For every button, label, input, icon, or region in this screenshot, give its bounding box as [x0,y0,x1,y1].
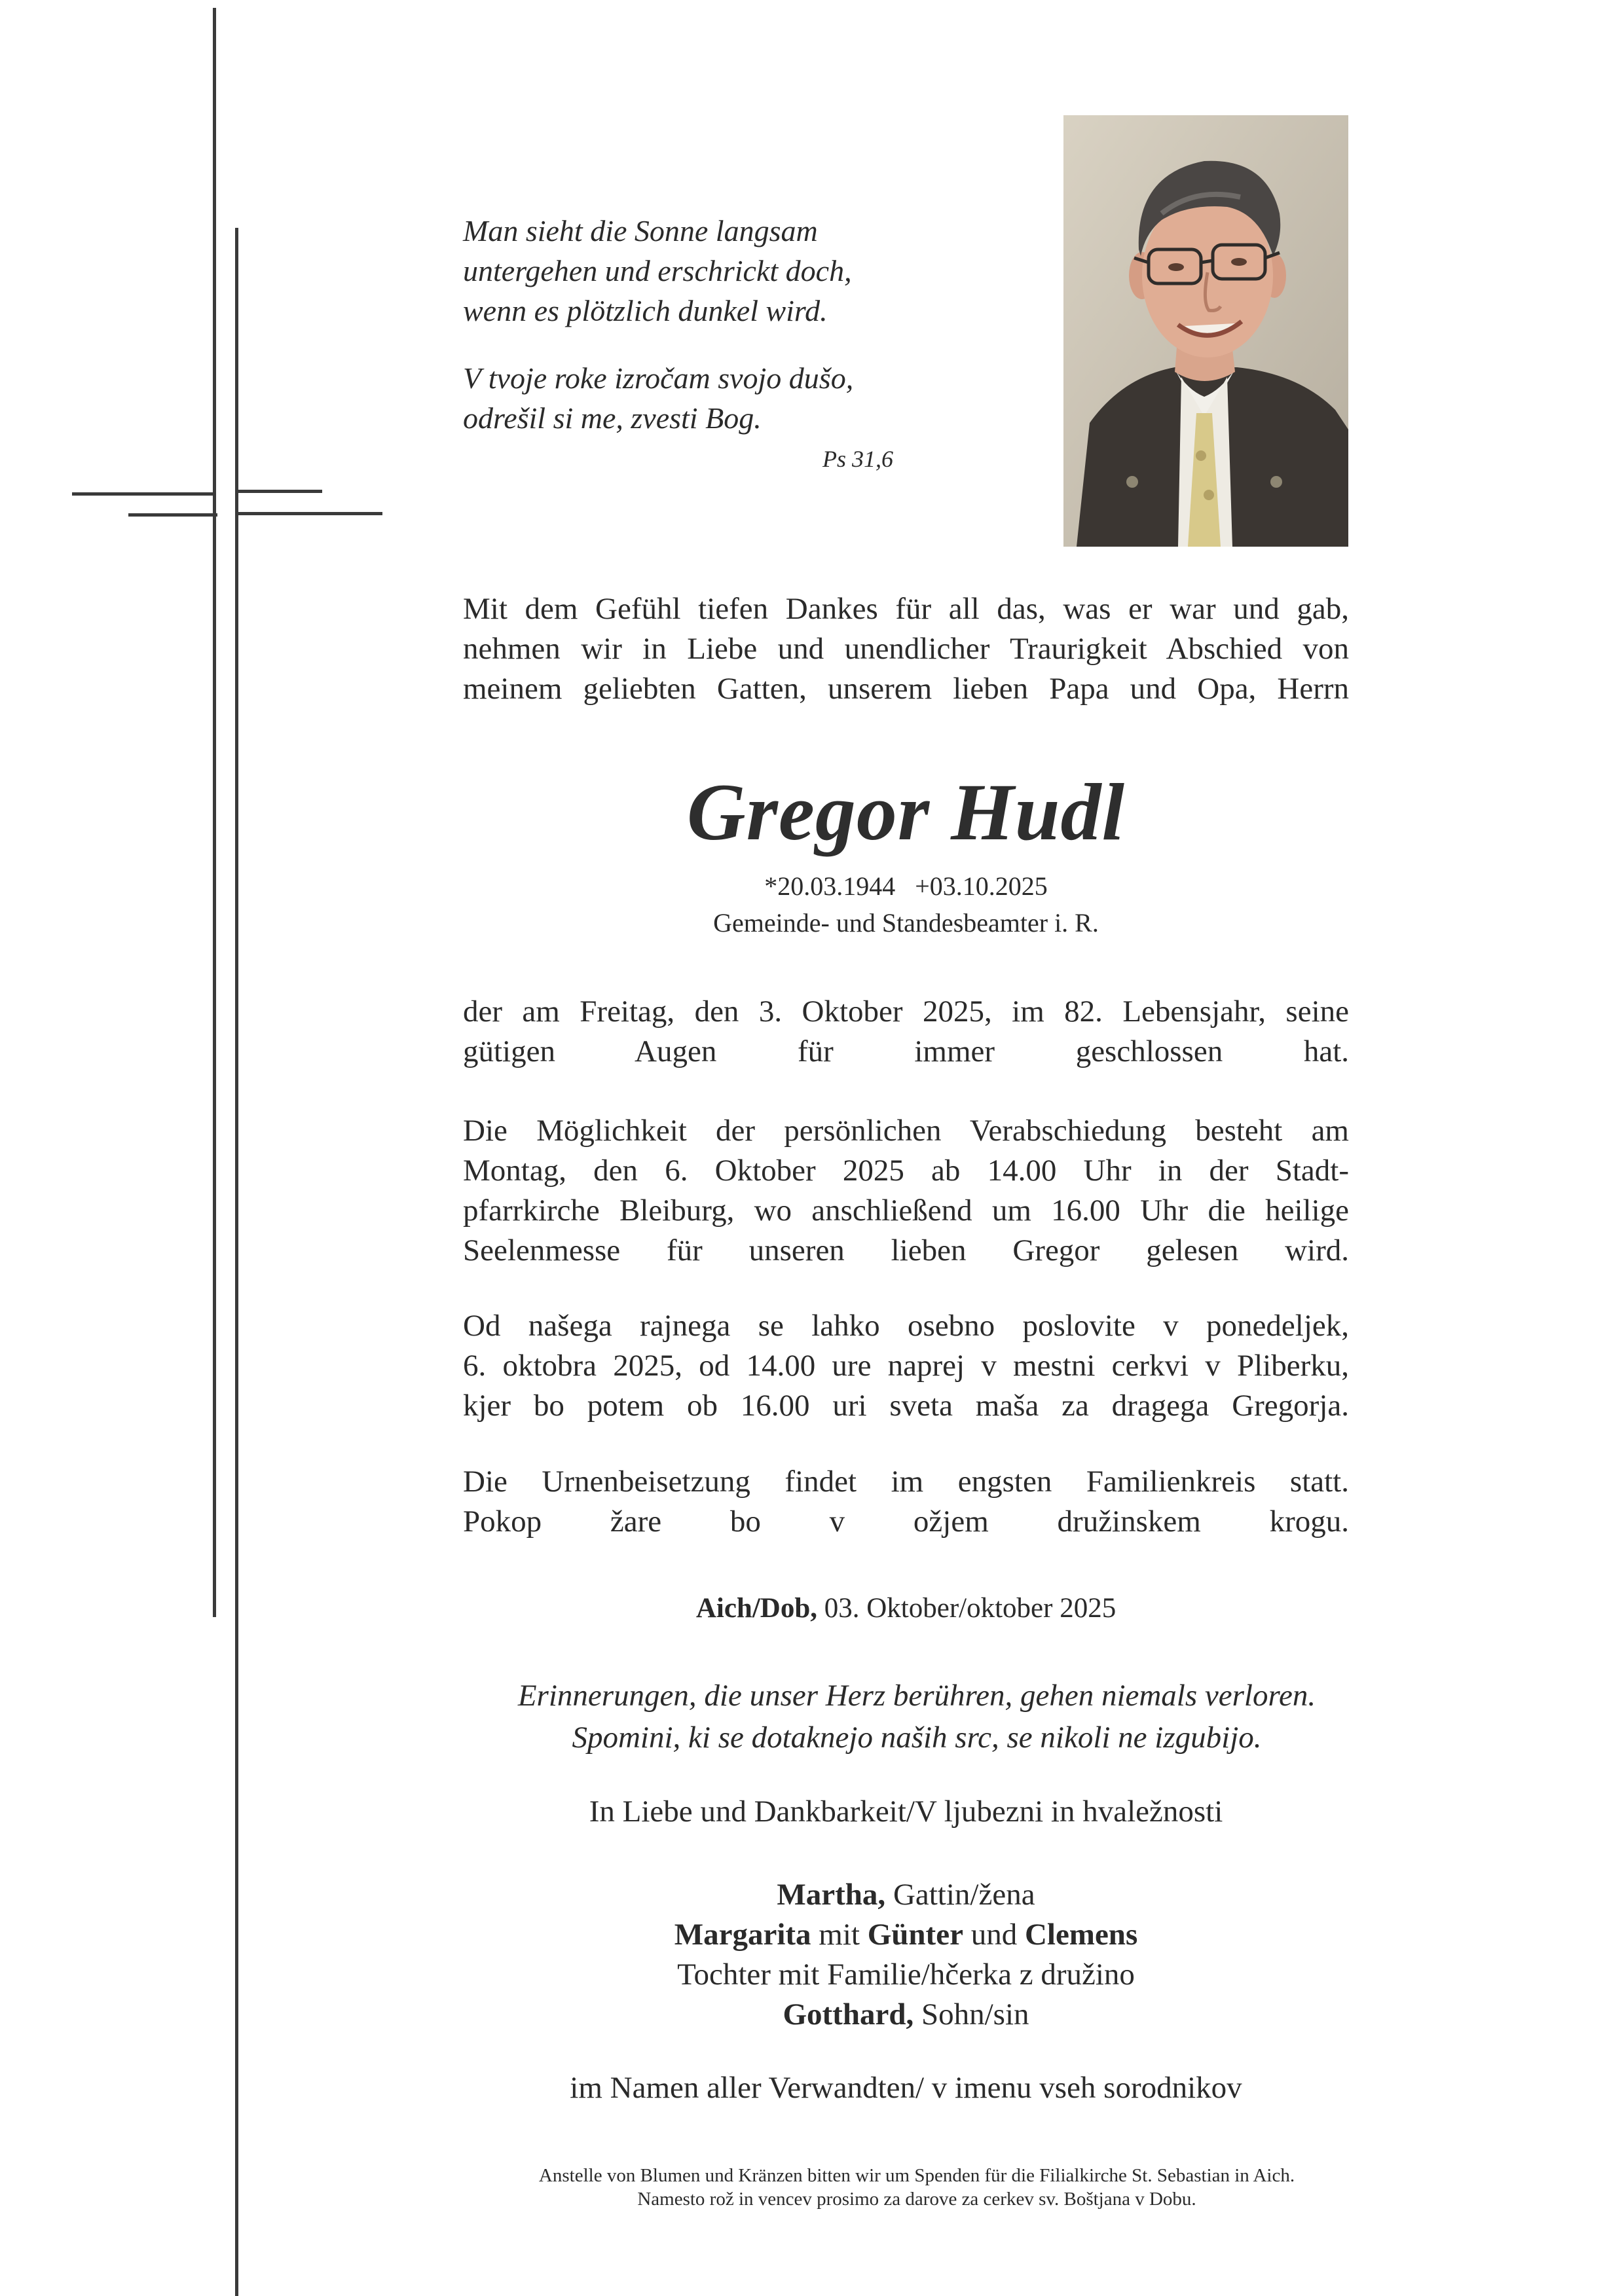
text-line: Seelenmesse für unseren lieben Gregor gelesen wird. [463,1233,1349,1267]
family-line-martha [463,1875,1349,1915]
quote-line: Man sieht die Sonne langsam [463,214,818,247]
mourner-role: Sohn/sin [913,1997,1029,2032]
memories-line-de: Erinnerungen, die unser Herz berühren, gehen niemals verloren. [517,1679,1316,1713]
text-line: kjer bo potem ob 16.00 uri sveta maša za dragega Gregorja. [463,1389,1349,1423]
mourner-role: Gattin/žena [885,1878,1035,1912]
mourner-name: Clemens [1024,1918,1138,1952]
text-line: nehmen wir in Liebe und unendlicher Traurigkeit Abschied von [463,632,1349,666]
on-behalf-of-relatives: im Namen aller Verwandten/ v imenu vseh sorodnikov [570,2071,1242,2105]
cross-vertical-line-left [213,8,216,1617]
cross-arm-lower-right [237,512,382,515]
memories-quote [393,1675,1441,1758]
text-line: Die Möglichkeit der persönlichen Verabschiedung besteht am [463,1114,1349,1148]
opening-quote [463,211,1052,438]
mourner-name: Martha, [777,1878,886,1912]
text-line: Mit dem Gefühl tiefen Dankes für all das, was er war und gab, [463,592,1349,626]
cross-arm-lower-left [128,513,217,517]
deceased-role: Gemeinde- und Standesbeamter i. R. [713,908,1099,938]
mourner-name: Margarita [674,1918,811,1952]
quote-line: V tvoje roke izročam svojo dušo, [463,361,854,395]
family-line-gotthard [463,1995,1349,2035]
life-dates: *20.03.1944 +03.10.2025 [764,871,1048,901]
quote-line: untergehen und erschrickt doch, [463,254,852,287]
deceased-name: Gregor Hudl [687,767,1125,857]
psalm-reference: Ps 31,6 [822,446,893,472]
text-line: gütigen Augen für immer geschlossen hat. [463,1034,1349,1068]
family-signatures [463,1875,1349,2035]
quote-line: wenn es plötzlich dunkel wird. [463,294,828,327]
intro-paragraph [463,589,1349,709]
donation-note [393,2164,1441,2211]
quote-line: odrešil si me, zvesti Bog. [463,401,762,435]
family-line-margarita [463,1915,1349,1955]
connector-text: und [963,1918,1025,1952]
farewell-slovenian-paragraph [463,1306,1349,1426]
cross-arm-upper-right [237,490,322,493]
text-line: Montag, den 6. Oktober 2025 ab 14.00 Uhr in der Stadt- [463,1154,1349,1188]
donation-note-de: Anstelle von Blumen und Kränzen bitten wir um Spenden für die Filialkirche St. Sebastian in Aich. [538,2165,1295,2186]
cross-arm-upper-left [72,492,215,496]
text-line: Od našega rajnega se lahko osebno poslovite v ponedeljek, [463,1309,1349,1343]
love-and-gratitude: In Liebe und Dankbarkeit/V ljubezni in hvaležnosti [589,1795,1223,1829]
death-notice-paragraph [463,992,1349,1072]
cross-vertical-line-right [235,228,238,2296]
burial-paragraph [463,1462,1349,1542]
family-line-daughter-role: Tochter mit Familie/hčerka z družino [677,1958,1135,1992]
text-line: meinem geliebten Gatten, unserem lieben Papa und Opa, Herrn [463,672,1349,706]
memories-line-sl: Spomini, ki se dotaknejo naših src, se nikoli ne izgubijo. [572,1721,1262,1755]
text-line: 6. oktobra 2025, od 14.00 ure naprej v mestni cerkvi v Pliberku, [463,1349,1349,1383]
connector-text: mit [811,1918,868,1952]
date-text: 03. Oktober/oktober 2025 [817,1593,1116,1624]
text-line: Die Urnenbeisetzung findet im engsten Familienkreis statt. [463,1465,1349,1499]
mourner-name: Günter [867,1918,963,1952]
portrait-photo [1063,115,1348,547]
farewell-german-paragraph [463,1111,1349,1271]
text-line: der am Freitag, den 3. Oktober 2025, im 82. Lebensjahr, seine [463,994,1349,1029]
place-and-date [463,1592,1349,1624]
mourner-name: Gotthard, [783,1997,914,2032]
place-name: Aich/Dob, [695,1593,817,1624]
donation-note-sl: Namesto rož in vencev prosimo za darove za cerkev sv. Boštjana v Dobu. [637,2189,1196,2210]
text-line: pfarrkirche Bleiburg, wo anschließend um 16.00 Uhr die heilige [463,1194,1349,1228]
text-line: Pokop žare bo v ožjem družinskem krogu. [463,1504,1349,1539]
